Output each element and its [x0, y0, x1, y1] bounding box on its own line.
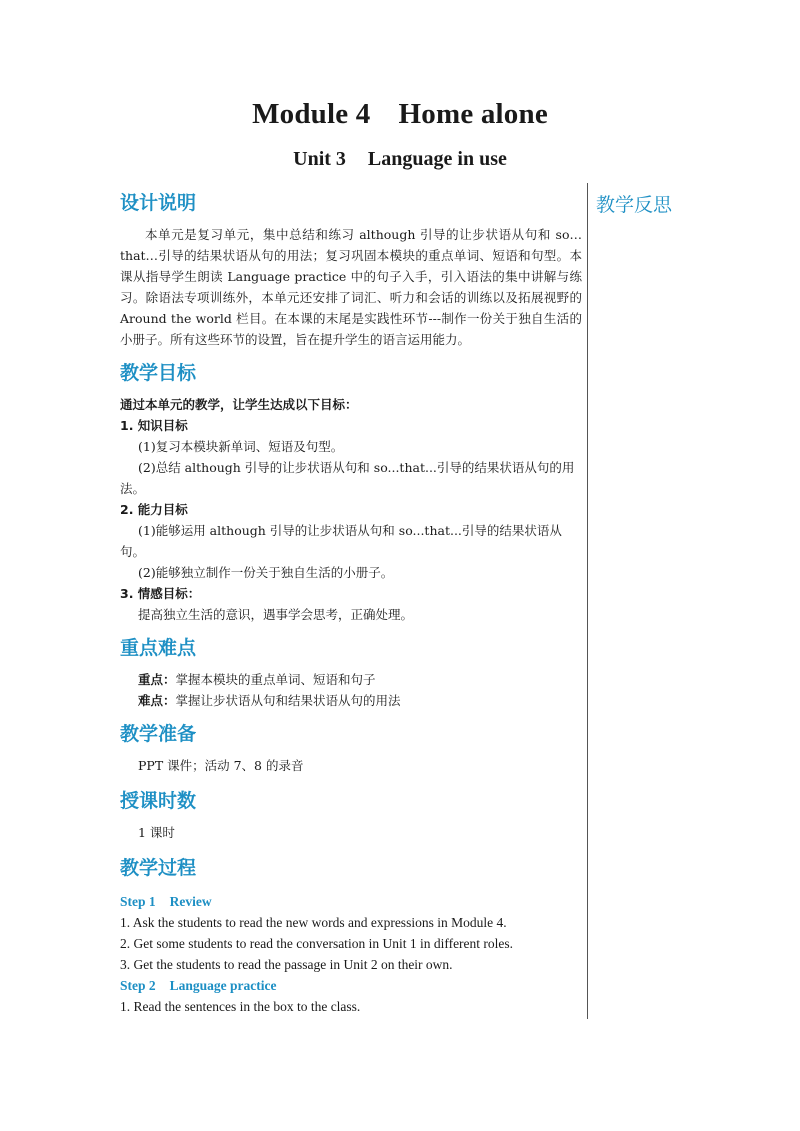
step1-item-3: 3. Get the students to read the passage in Unit 2 on their own.: [120, 957, 453, 972]
step2-number: Step 2: [120, 978, 156, 993]
focus-text: 掌握本模块的重点单词、短语和句子: [175, 672, 376, 687]
step1-item-1: 1. Ask the students to read the new words and expressions in Module 4.: [120, 915, 507, 930]
step2-item-1: 1. Read the sentences in the box to the class.: [120, 999, 361, 1014]
module-number: Module 4: [252, 98, 371, 130]
step2-heading: [120, 975, 582, 996]
design-heading: 设计说明: [120, 192, 197, 214]
difficulty-text: 掌握让步状语从句和结果状语从句的用法: [175, 693, 401, 708]
prep-text: PPT 课件；活动 7、8 的录音: [138, 758, 304, 773]
time-text: 1 课时: [138, 825, 175, 840]
knowledge-goal-2: (2)总结 although 引导的让步状语从句和 so...that...引导的结果状语从句的用法。: [120, 460, 575, 496]
focus-label: 重点：: [138, 672, 176, 687]
knowledge-goal-title: 1. 知识目标: [120, 418, 188, 433]
step1-title: Review: [169, 894, 212, 909]
reflection-heading: 教学反思: [596, 194, 673, 216]
goals-intro: 通过本单元的教学，让学生达成以下目标：: [120, 397, 358, 412]
step1-number: Step 1: [120, 894, 156, 909]
time-heading: 授课时数: [120, 790, 197, 812]
ability-goal-1: (1)能够运用 although 引导的让步状语从句和 so...that...引导的结果状语从句。: [120, 523, 562, 559]
prep-heading: 教学准备: [120, 723, 197, 745]
module-name: Home alone: [398, 98, 548, 130]
unit-title: [0, 148, 800, 171]
design-text: 本单元是复习单元，集中总结和练习 although 引导的让步状语从句和 so…that…引导的结果状语从句的用法；复习巩固本模块的重点单词、短语和句型。本课从指导学生朗读 Language practice 中的句子入手，引入语法的集中讲解与练习。除语法专项训练外，本单元还安排了词汇、听力和会话的训练以及拓展视野的 Around the world 栏目。在本课的末尾是实践性环节---制作一份关于独自生活的小册子。所有这些环节的设置，旨在提升学生的语言运用能力。: [120, 227, 582, 347]
unit-name: Language in use: [367, 148, 507, 170]
knowledge-goal-1: (1)复习本模块新单词、短语及句型。: [138, 439, 344, 454]
step2-title: Language practice: [169, 978, 277, 993]
step1-item-2: 2. Get some students to read the conversation in Unit 1 in different roles.: [120, 936, 514, 951]
column-divider: [587, 183, 588, 1019]
key-heading: 重点难点: [120, 637, 197, 659]
difficulty-line: [120, 690, 582, 711]
emotion-goal-1: 提高独立生活的意识，遇事学会思考，正确处理。: [138, 607, 414, 622]
unit-number: Unit 3: [293, 148, 346, 170]
module-title: [0, 98, 800, 131]
ability-goal-title: 2. 能力目标: [120, 502, 188, 517]
process-heading: 教学过程: [120, 857, 197, 879]
focus-line: [120, 669, 582, 690]
difficulty-label: 难点：: [138, 693, 176, 708]
step1-heading: [120, 891, 582, 912]
goals-heading: 教学目标: [120, 362, 197, 384]
main-column: [120, 190, 582, 1017]
emotion-goal-title: 3. 情感目标：: [120, 586, 201, 601]
ability-goal-2: (2)能够独立制作一份关于独自生活的小册子。: [138, 565, 394, 580]
